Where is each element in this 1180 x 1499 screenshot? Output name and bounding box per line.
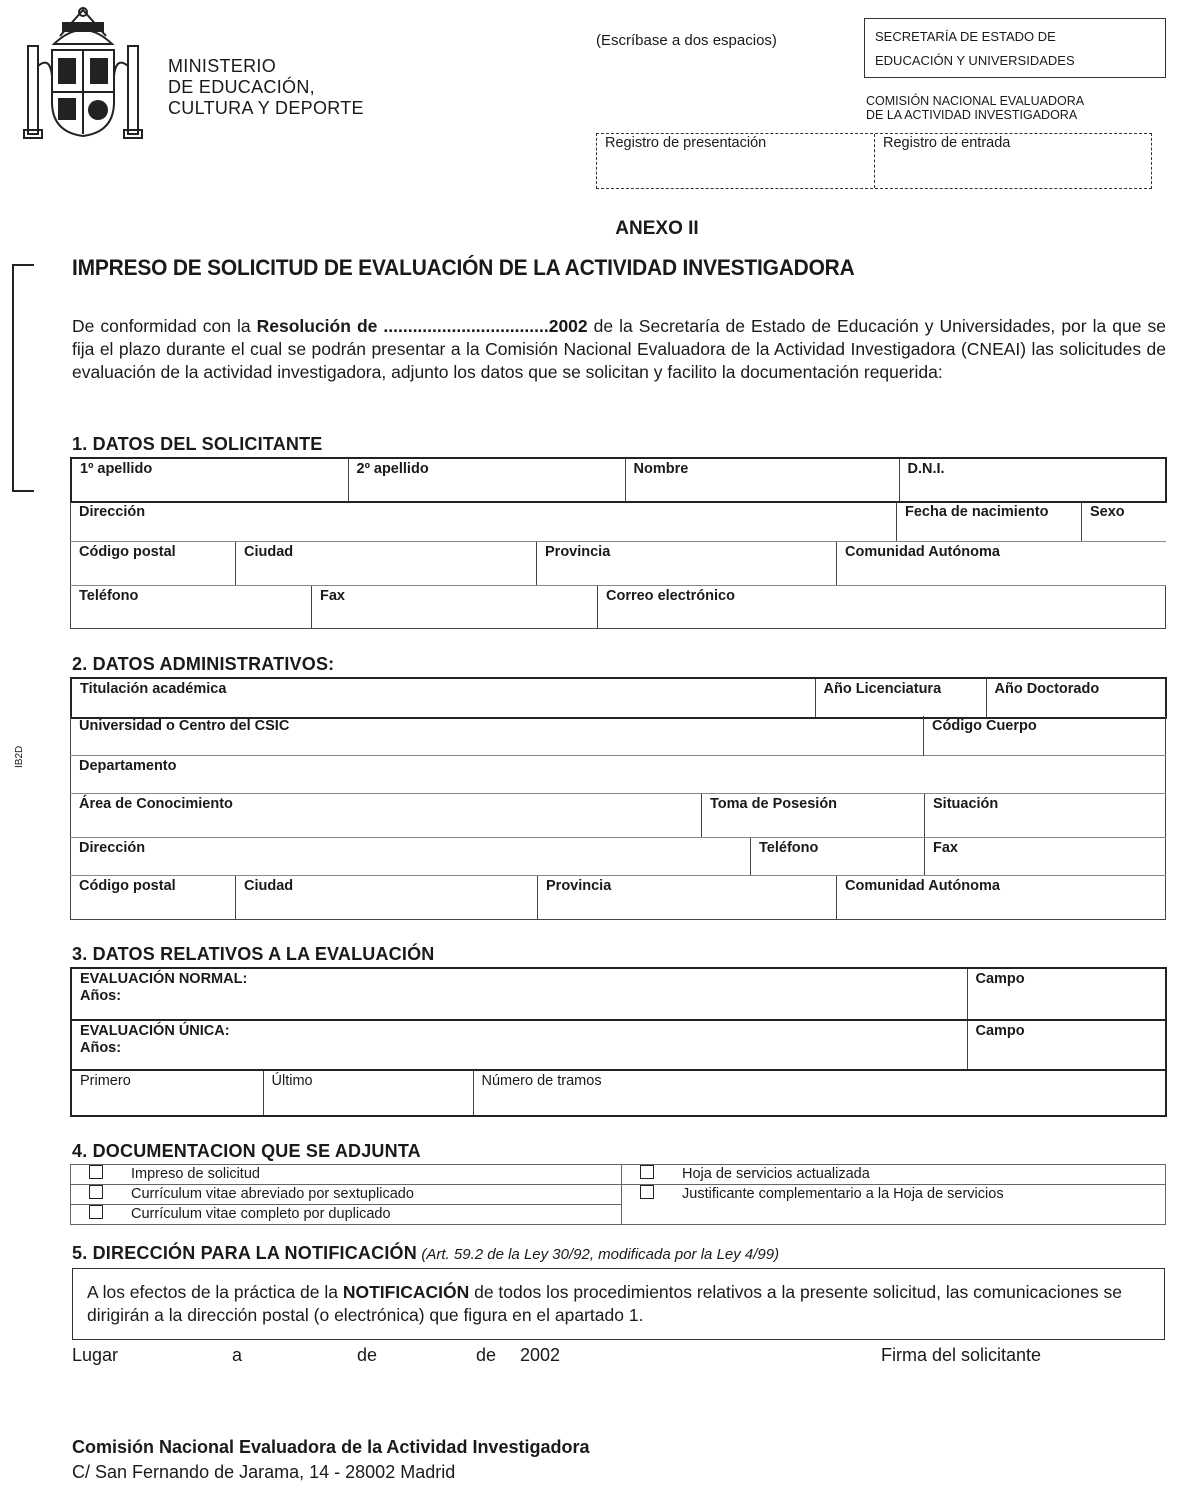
field-admin-fax[interactable]	[925, 838, 1166, 876]
section5-heading-row	[72, 1243, 779, 1264]
cneai-label	[866, 94, 1084, 122]
admin-address-table	[70, 837, 1166, 876]
field-nombre[interactable]	[625, 458, 899, 502]
field-admin-telefono[interactable]	[751, 838, 925, 876]
label: Comunidad Autónoma	[845, 878, 1000, 894]
label: Último	[271, 1073, 313, 1089]
notification-box	[72, 1268, 1165, 1340]
field-telefono[interactable]	[71, 586, 312, 629]
field-provincia[interactable]	[537, 542, 837, 586]
label: Nombre	[633, 461, 689, 477]
field-fecha-nacimiento[interactable]	[897, 502, 1082, 542]
doc-item[interactable]	[71, 1165, 622, 1185]
section3-heading: 3. DATOS RELATIVOS A LA EVALUACIÓN	[72, 944, 435, 964]
notif-text1: A los efectos de la práctica de la	[87, 1282, 343, 1302]
label: Área de Conocimiento	[79, 796, 233, 812]
footer-organization: Comisión Nacional Evaluadora de la Actividad Investigadora	[72, 1437, 590, 1457]
registry-box	[596, 133, 1152, 189]
notif-text2: de todos los procedimientos relativos a la presente solicitud, las comunicaciones se dirigirán a la dirección postal (o electrónica) que figura en el apartado 1.	[87, 1282, 1122, 1325]
label: Código postal	[79, 544, 176, 560]
annex-label: ANEXO II	[615, 218, 699, 239]
doc-label: Currículum vitae completo por duplicado	[131, 1206, 391, 1222]
secretaria-line1: SECRETARÍA DE ESTADO DE	[875, 29, 1056, 44]
label: Año Licenciatura	[823, 681, 942, 697]
evaluation-table	[70, 967, 1167, 1117]
lugar-label: Lugar	[72, 1345, 119, 1365]
checkbox[interactable]	[640, 1165, 654, 1179]
registro-entrada-label: Registro de entrada	[883, 135, 1011, 151]
doc-label: Justificante complementario a la Hoja de servicios	[682, 1186, 1004, 1202]
field-comunidad[interactable]	[837, 542, 1166, 586]
a-label: a	[232, 1345, 243, 1365]
field-admin-direccion[interactable]	[71, 838, 751, 876]
field-admin-codigo-postal[interactable]	[71, 876, 236, 920]
label: EVALUACIÓN ÚNICA:	[80, 1023, 230, 1039]
label: Comunidad Autónoma	[845, 544, 1000, 560]
doc-item[interactable]	[71, 1185, 622, 1205]
intro-paragraph	[72, 315, 1166, 384]
field-titulacion[interactable]	[71, 678, 815, 718]
label: Provincia	[546, 878, 612, 894]
signature-label: Firma del solicitante	[881, 1345, 1042, 1365]
label: 1º apellido	[80, 461, 153, 477]
secretaria-line2: EDUCACIÓN Y UNIVERSIDADES	[875, 53, 1075, 68]
field-campo-normal[interactable]	[967, 968, 1166, 1020]
de-label: de	[476, 1345, 497, 1365]
label: Provincia	[545, 544, 611, 560]
documents-table	[70, 1164, 1166, 1225]
label: Año Doctorado	[994, 681, 1100, 697]
checkbox[interactable]	[640, 1185, 654, 1199]
label: Teléfono	[759, 840, 819, 856]
admin-table-top	[70, 677, 1167, 719]
field-apellido1[interactable]	[71, 458, 348, 502]
label: EVALUACIÓN NORMAL:	[80, 971, 248, 987]
label: Primero	[80, 1073, 131, 1089]
label: Campo	[975, 971, 1025, 987]
label: Sexo	[1090, 504, 1125, 520]
cneai-line1: COMISIÓN NACIONAL EVALUADORA	[866, 94, 1085, 108]
doc-label: Impreso de solicitud	[131, 1166, 260, 1182]
year-label: 2002	[520, 1345, 561, 1365]
notif-bold: NOTIFICACIÓN	[342, 1282, 470, 1302]
de-label: de	[357, 1345, 378, 1365]
label: Dirección	[79, 840, 146, 856]
field-ciudad[interactable]	[236, 542, 537, 586]
field-evaluacion-normal[interactable]	[71, 968, 967, 1020]
admin-table-rest	[70, 716, 1166, 793]
label: Departamento	[79, 757, 177, 774]
field-codigo-postal[interactable]	[71, 542, 236, 586]
field-campo-unica[interactable]	[967, 1020, 1166, 1070]
field-ano-doctorado[interactable]	[986, 678, 1166, 718]
applicant-table	[70, 457, 1167, 503]
label: Dirección	[79, 504, 146, 520]
field-direccion[interactable]	[71, 502, 897, 542]
field-evaluacion-unica[interactable]	[71, 1020, 967, 1070]
field-situacion[interactable]	[925, 794, 1166, 838]
cneai-line2: DE LA ACTIVIDAD INVESTIGADORA	[866, 108, 1078, 122]
checkbox[interactable]	[89, 1185, 103, 1199]
field-email[interactable]	[598, 586, 1166, 629]
section5-law: (Art. 59.2 de la Ley 30/92, modificada por la Ley 4/99)	[421, 1246, 780, 1263]
footer-address: C/ San Fernando de Jarama, 14 - 28002 Madrid	[72, 1462, 456, 1482]
intro-part1: De conformidad con la	[72, 316, 257, 336]
applicant-city-table	[70, 541, 1166, 586]
registro-presentacion-label: Registro de presentación	[605, 135, 767, 151]
label: D.N.I.	[907, 461, 945, 477]
label: Toma de Posesión	[710, 796, 838, 812]
intro-part2: de la Secretaría de Estado de Educación y Universidades, por la que se fija el plazo durante el cual se podrán presentar a la Comisión Nacional Evaluadora de la Actividad Investigadora (CNEAI) las solicitudes de evaluación de la actividad investigadora, adjunto los datos que se solicitan y facilito la documentación requerida:	[72, 316, 1166, 382]
label: Universidad o Centro del CSIC	[79, 718, 290, 734]
write-instructions: (Escríbase a dos espacios)	[596, 32, 777, 49]
field-sexo[interactable]	[1082, 502, 1166, 542]
registro-entrada-field[interactable]	[875, 134, 1153, 188]
applicant-address-table	[70, 502, 1166, 542]
checkbox[interactable]	[89, 1165, 103, 1179]
ministry-line: MINISTERIO	[168, 56, 277, 76]
field-dni[interactable]	[899, 458, 1166, 502]
side-code: IB2D	[14, 745, 25, 768]
secretaria-box	[864, 18, 1166, 78]
coat-of-arms-logo	[22, 6, 144, 142]
label: Años:	[80, 988, 122, 1004]
admin-area-table	[70, 793, 1166, 838]
label: Ciudad	[244, 878, 294, 894]
admin-city-table	[70, 875, 1166, 920]
intro-resolution: Resolución de ..................................2002	[256, 316, 588, 336]
label: Fax	[320, 588, 345, 604]
section1-heading: 1. DATOS DEL SOLICITANTE	[72, 434, 323, 454]
field-codigo-cuerpo[interactable]	[924, 716, 1166, 755]
label: Situación	[933, 796, 999, 812]
field-fax[interactable]	[312, 586, 598, 629]
label: Años:	[80, 1040, 122, 1056]
field-primero[interactable]	[71, 1070, 263, 1116]
field-toma-posesion[interactable]	[702, 794, 925, 838]
doc-label: Currículum vitae abreviado por sextuplicado	[131, 1186, 414, 1202]
ministry-line: CULTURA Y DEPORTE	[168, 98, 364, 118]
field-ultimo[interactable]	[263, 1070, 473, 1116]
field-admin-provincia[interactable]	[538, 876, 837, 920]
field-area-conocimiento[interactable]	[71, 794, 702, 838]
doc-item[interactable]	[622, 1165, 1166, 1185]
section5-heading: 5. DIRECCIÓN PARA LA NOTIFICACIÓN	[72, 1243, 417, 1263]
field-admin-comunidad[interactable]	[837, 876, 1166, 920]
label: Fecha de nacimiento	[905, 504, 1049, 520]
field-departamento[interactable]	[71, 755, 1166, 793]
ministry-name	[168, 56, 364, 119]
field-universidad[interactable]	[71, 716, 924, 755]
field-apellido2[interactable]	[348, 458, 625, 502]
applicant-contact-table	[70, 585, 1166, 629]
label: Número de tramos	[481, 1073, 602, 1089]
doc-item[interactable]	[71, 1205, 622, 1225]
label: 2º apellido	[356, 461, 429, 477]
page-title: IMPRESO DE SOLICITUD DE EVALUACIÓN DE LA ACTIVIDAD INVESTIGADORA	[72, 255, 855, 280]
section2-heading: 2. DATOS ADMINISTRATIVOS:	[72, 654, 335, 674]
label: Fax	[933, 840, 958, 856]
label: Correo electrónico	[606, 588, 735, 604]
field-ano-licenciatura[interactable]	[815, 678, 986, 718]
checkbox[interactable]	[89, 1205, 103, 1219]
label: Código postal	[79, 878, 176, 894]
label: Campo	[975, 1023, 1025, 1039]
doc-label: Hoja de servicios actualizada	[682, 1166, 870, 1182]
margin-bracket	[12, 264, 34, 492]
ministry-line: DE EDUCACIÓN,	[168, 77, 315, 97]
field-numero-tramos[interactable]	[473, 1070, 1166, 1116]
section4-heading: 4. DOCUMENTACION QUE SE ADJUNTA	[72, 1141, 421, 1161]
field-admin-ciudad[interactable]	[236, 876, 538, 920]
label: Titulación académica	[80, 681, 227, 697]
registro-presentacion-field[interactable]	[597, 134, 875, 188]
label: Ciudad	[244, 544, 294, 560]
label: Código Cuerpo	[932, 718, 1037, 734]
label: Teléfono	[79, 588, 139, 604]
doc-item[interactable]	[622, 1185, 1166, 1225]
